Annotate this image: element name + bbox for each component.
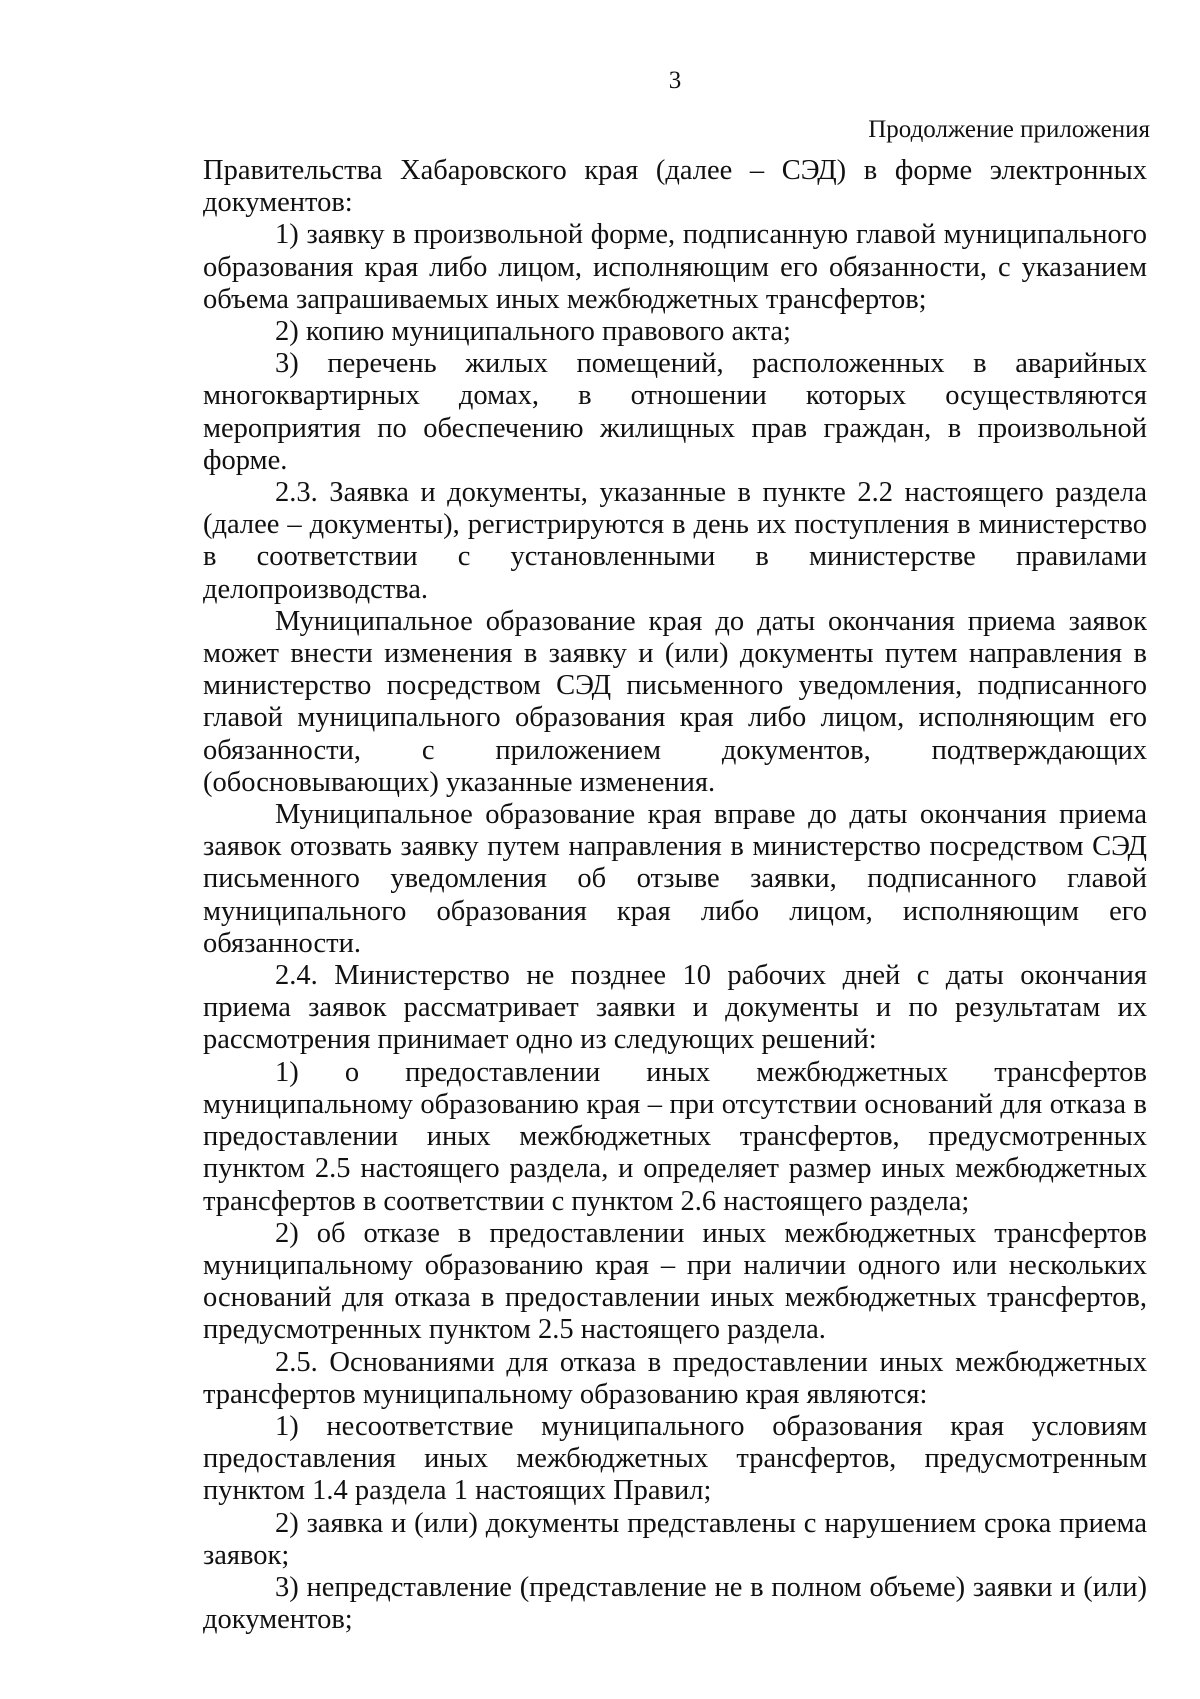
page-number: 3	[668, 67, 682, 94]
document-body	[203, 155, 1147, 1636]
paragraph: 1) несоответствие муниципального образования края условиям предоставления иных межбюджетных трансфертов, предусмотренным пунктом 1.4 раздела 1 настоящих Правил;	[203, 1410, 1147, 1507]
paragraph: Муниципальное образование края вправе до даты окончания приема заявок отозвать заявку путем направления в министерство посредством СЭД письменного уведомления об отзыве заявки, подписанного главой муниципального образования края либо лицом, исполняющим его обязанности.	[203, 799, 1147, 959]
paragraph: 1) заявку в произвольной форме, подписанную главой муниципального образования края либо лицом, исполняющим его обязанности, с указанием объема запрашиваемых иных межбюджетных трансфертов;	[203, 219, 1147, 315]
paragraph: Правительства Хабаровского края (далее – СЭД) в форме электронных документов:	[203, 155, 1147, 219]
paragraph: 3) непредставление (представление не в полном объеме) заявки и (или) документов;	[203, 1571, 1147, 1636]
paragraph: 2) копию муниципального правового акта;	[275, 316, 791, 348]
paragraph: 1) о предоставлении иных межбюджетных трансфертов муниципальному образованию края – при отсутствии оснований для отказа в предоставлении иных межбюджетных трансфертов, предусмотренных пунктом 2.5 настоящего раздела, и определяет размер иных межбюджетных трансфертов в соответствии с пунктом 2.6 настоящего раздела;	[203, 1056, 1147, 1217]
paragraph: 3) перечень жилых помещений, расположенных в аварийных многоквартирных домах, в отношении которых осуществляются мероприятия по обеспечению жилищных прав граждан, в произвольной форме.	[203, 348, 1147, 476]
header-note: Продолжение приложения	[868, 116, 1150, 143]
paragraph: 2) об отказе в предоставлении иных межбюджетных трансфертов муниципальному образованию края – при наличии одного или нескольких оснований для отказа в предоставлении иных межбюджетных трансфертов, предусмотренных пунктом 2.5 настоящего раздела.	[203, 1217, 1147, 1346]
paragraph: 2.5. Основаниями для отказа в предоставлении иных межбюджетных трансфертов муниципальному образованию края являются:	[203, 1346, 1147, 1410]
paragraph: 2.4. Министерство не позднее 10 рабочих дней с даты окончания приема заявок рассматривает заявки и документы и по результатам их рассмотрения принимает одно из следующих решений:	[203, 960, 1147, 1056]
paragraph: 2) заявка и (или) документы представлены с нарушением срока приема заявок;	[203, 1507, 1147, 1571]
paragraph: 2.3. Заявка и документы, указанные в пункте 2.2 настоящего раздела (далее – документы), регистрируются в день их поступления в министерство в соответствии с установленными в министерстве правилами делопроизводства.	[203, 477, 1147, 605]
paragraph: Муниципальное образование края до даты окончания приема заявок может внести изменения в заявку и (или) документы путем направления в министерство посредством СЭД письменного уведомления, подписанного главой муниципального образования края либо лицом, исполняющим его обязанности, с приложением документов, подтверждающих (обосновывающих) указанные изменения.	[203, 605, 1147, 798]
